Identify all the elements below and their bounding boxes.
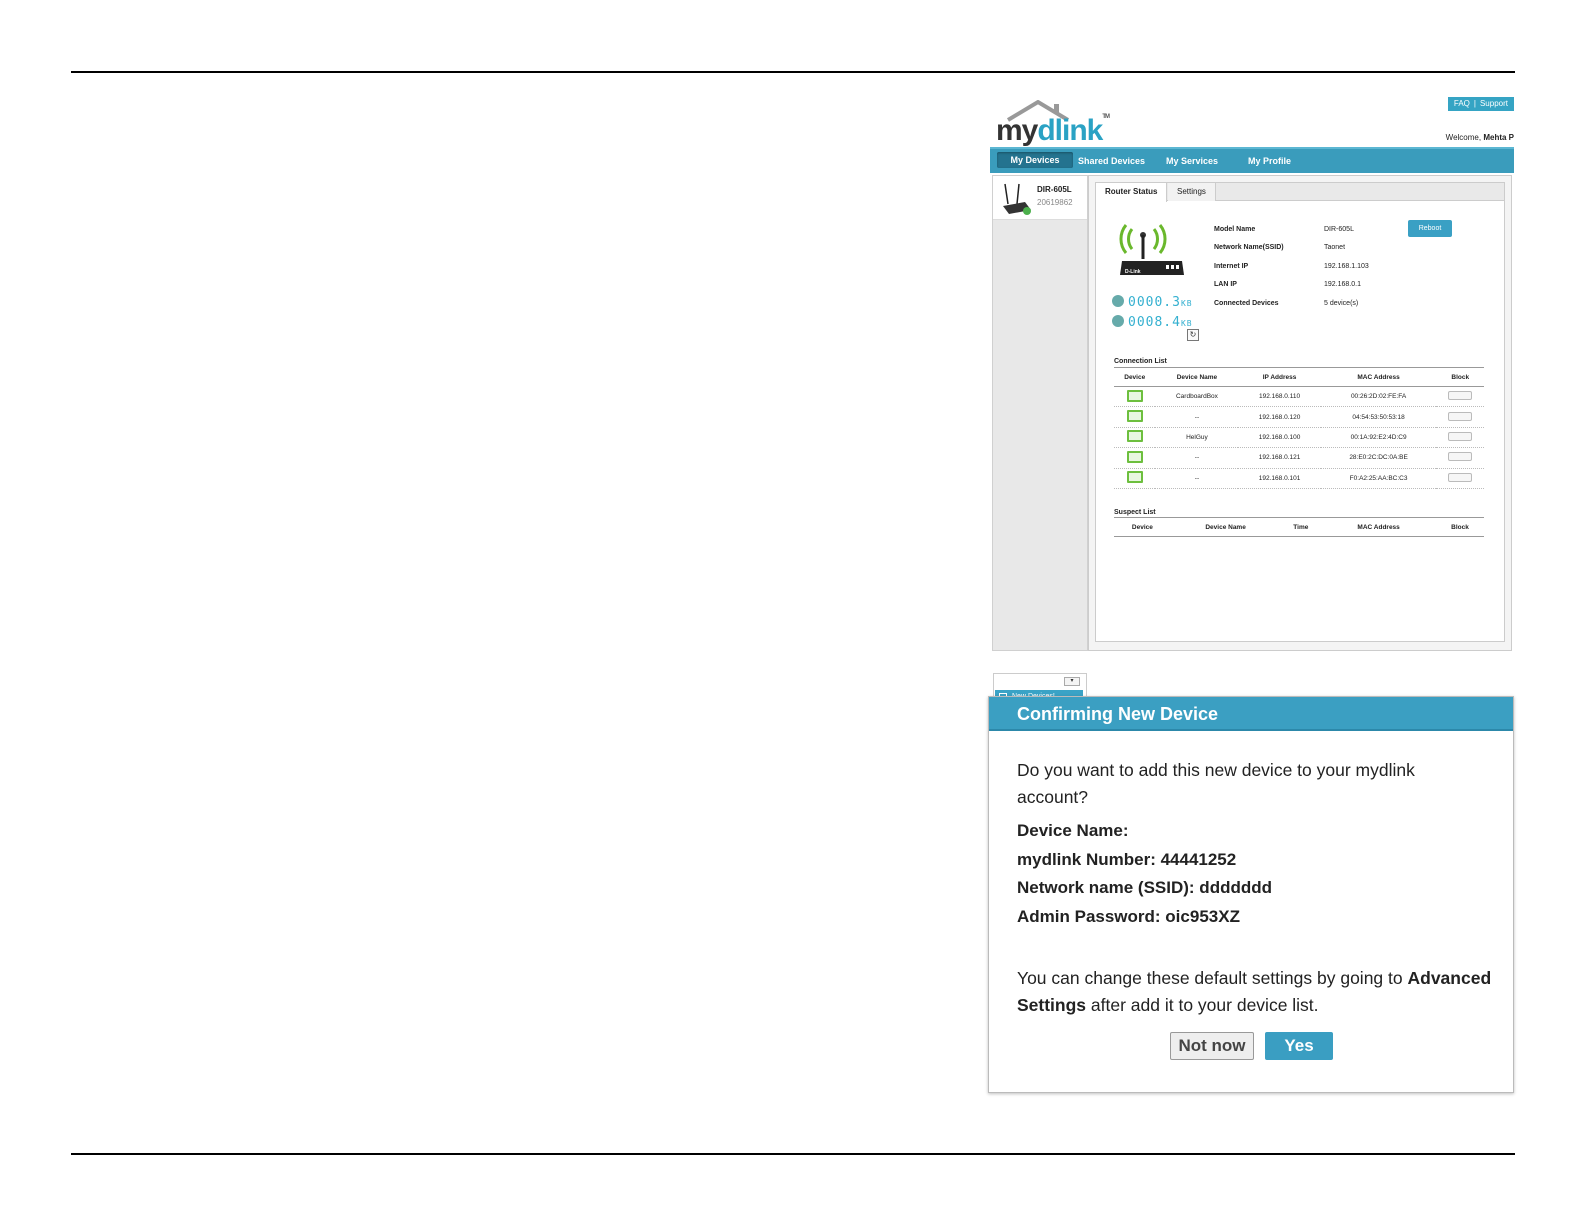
tab-settings[interactable]: Settings — [1168, 183, 1216, 201]
faq-link[interactable]: FAQ — [1453, 99, 1470, 108]
col-block: Block — [1436, 368, 1484, 387]
confirm-new-device-dialog — [988, 696, 1514, 1093]
suspect-list-table — [1114, 517, 1484, 537]
device-name-cell: HelGuy — [1155, 427, 1238, 447]
admin-password-field: Admin Password: oic953XZ — [1017, 907, 1240, 926]
ip-cell: 192.168.0.120 — [1238, 407, 1320, 427]
note-suffix: after add it to your device list. — [1090, 995, 1319, 1015]
tab-bar — [1096, 183, 1504, 201]
ip-cell: 192.168.0.100 — [1238, 427, 1320, 447]
mydlink-number-field: mydlink Number: 44441252 — [1017, 850, 1237, 869]
suspect-list-title: Suspect List — [1114, 509, 1156, 516]
refresh-icon[interactable]: ↻ — [1187, 329, 1199, 341]
device-name-cell: CardboardBox — [1155, 387, 1238, 407]
not-now-button[interactable]: Not now — [1170, 1032, 1254, 1060]
dialog-note — [1017, 965, 1497, 1019]
sidebar-device-number: 20619862 — [1037, 198, 1073, 207]
block-toggle[interactable] — [1448, 452, 1472, 461]
yes-button[interactable]: Yes — [1265, 1032, 1333, 1060]
content-panel — [1088, 175, 1512, 651]
col-device: Device — [1114, 368, 1155, 387]
info-key: Model Name — [1214, 226, 1256, 233]
mac-cell: 04:54:53:50:53:18 — [1321, 407, 1437, 427]
ssid-field: Network name (SSID): ddddddd — [1017, 878, 1272, 897]
device-name-cell: -- — [1155, 468, 1238, 488]
nav-my-devices[interactable]: My Devices — [997, 152, 1073, 168]
router-status-panel — [1095, 182, 1505, 642]
computer-icon — [1127, 410, 1143, 422]
router-thumbnail-icon — [999, 180, 1033, 216]
device-name-cell: -- — [1155, 407, 1238, 427]
table-row — [1114, 387, 1484, 407]
download-value: 0008.4 — [1128, 315, 1181, 330]
computer-icon — [1127, 451, 1143, 463]
main-nav — [990, 147, 1514, 173]
mac-cell: F0:A2:25:AA:BC:C3 — [1321, 468, 1437, 488]
col-block: Block — [1436, 518, 1484, 537]
ip-cell: 192.168.0.110 — [1238, 387, 1320, 407]
table-row — [1114, 448, 1484, 468]
computer-icon — [1127, 471, 1143, 483]
mac-cell: 00:26:2D:02:FE:FA — [1321, 387, 1437, 407]
col-device: Device — [1114, 518, 1171, 537]
col-ip-address: IP Address — [1238, 368, 1320, 387]
sidebar-device-name: DIR-605L — [1037, 185, 1072, 194]
block-toggle[interactable] — [1448, 473, 1472, 482]
block-toggle[interactable] — [1448, 391, 1472, 400]
faq-support-bar — [1448, 97, 1514, 111]
col-time: Time — [1280, 518, 1321, 537]
top-rule — [71, 71, 1515, 73]
col-mac-address: MAC Address — [1321, 518, 1436, 537]
reboot-button[interactable]: Reboot — [1408, 220, 1452, 237]
bottom-rule — [71, 1153, 1515, 1155]
nav-shared-devices[interactable]: Shared Devices — [1078, 156, 1146, 166]
logo-my: my — [996, 114, 1038, 147]
table-row — [1114, 468, 1484, 488]
logo-dlink: dlink — [1037, 114, 1103, 147]
ip-cell: 192.168.0.101 — [1238, 468, 1320, 488]
note-prefix: You can change these default settings by going to — [1017, 968, 1403, 988]
router-brand: D-Link — [1125, 269, 1141, 275]
device-name-cell: -- — [1155, 448, 1238, 468]
mac-cell: 00:1A:92:E2:4D:C9 — [1321, 427, 1437, 447]
download-globe-icon — [1112, 315, 1124, 327]
welcome-text — [1446, 133, 1514, 142]
info-key: Network Name(SSID) — [1214, 244, 1284, 251]
dialog-question: Do you want to add this new device to your mydlink account? — [1017, 760, 1415, 807]
support-link[interactable]: Support — [1479, 99, 1508, 108]
nav-my-profile[interactable]: My Profile — [1248, 156, 1292, 166]
ip-cell: 192.168.0.121 — [1238, 448, 1320, 468]
mydlink-screen — [990, 97, 1514, 684]
dropdown-button[interactable]: ▾ — [1064, 677, 1080, 686]
info-key: Connected Devices — [1214, 300, 1279, 307]
table-row — [1114, 407, 1484, 427]
upload-value: 0000.3 — [1128, 295, 1181, 310]
note-advanced-settings: Advanced Settings — [1017, 968, 1492, 1015]
col-mac-address: MAC Address — [1321, 368, 1437, 387]
upload-counter — [1112, 295, 1193, 310]
mac-cell: 28:E0:2C:DC:0A:BE — [1321, 448, 1437, 468]
info-key: Internet IP — [1214, 263, 1249, 270]
welcome-prefix: Welcome, — [1445, 133, 1482, 142]
welcome-user: Mehta P — [1483, 133, 1514, 142]
info-value: 192.168.0.1 — [1324, 281, 1361, 288]
router-wifi-icon — [1114, 221, 1186, 281]
dialog-title: Confirming New Device — [989, 697, 1513, 731]
table-row — [1114, 427, 1484, 447]
upload-unit: KB — [1180, 299, 1193, 308]
info-value: DIR-605L — [1324, 226, 1354, 233]
upload-globe-icon — [1112, 295, 1124, 307]
device-card[interactable] — [993, 176, 1087, 220]
connection-list-title: Connection List — [1114, 358, 1167, 365]
device-sidebar — [992, 175, 1088, 684]
device-name-field: Device Name: — [1017, 821, 1129, 840]
logo-tm: TM — [1102, 114, 1110, 120]
connection-list-table — [1114, 367, 1484, 489]
block-toggle[interactable] — [1448, 412, 1472, 421]
tab-router-status[interactable]: Router Status — [1096, 183, 1167, 202]
block-toggle[interactable] — [1448, 432, 1472, 441]
info-value: Taonet — [1324, 244, 1346, 251]
info-value: 5 device(s) — [1324, 300, 1359, 307]
nav-my-services[interactable]: My Services — [1166, 156, 1219, 166]
computer-icon — [1127, 390, 1143, 402]
info-value: 192.168.1.103 — [1324, 263, 1369, 270]
download-unit: KB — [1180, 319, 1193, 328]
mydlink-logo — [996, 100, 1110, 147]
link-separator: | — [1473, 99, 1476, 108]
computer-icon — [1127, 430, 1143, 442]
col-device-name: Device Name — [1171, 518, 1281, 537]
info-key: LAN IP — [1214, 281, 1237, 288]
col-device-name: Device Name — [1155, 368, 1238, 387]
download-counter — [1112, 315, 1193, 330]
